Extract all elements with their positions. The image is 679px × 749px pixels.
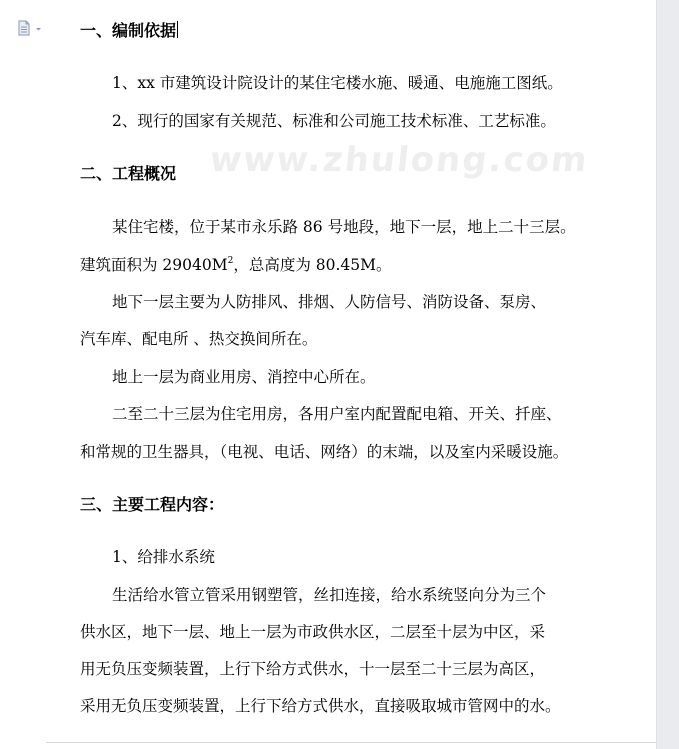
chevron-down-icon <box>36 28 41 31</box>
overview-p2-line2: 汽车库、配电所 、热交换间所在。 <box>80 330 318 348</box>
document-icon[interactable] <box>17 20 45 36</box>
water-p1-line2: 供水区，地下一层、地上一层为市政供水区，二层至十层为中区，采 <box>80 623 546 641</box>
overview-p4-line1: 二至二十三层为住宅用房，各用户室内配置配电箱、开关、扦座、 <box>112 405 562 423</box>
heading-overview: 二、工程概况 <box>80 164 177 183</box>
water-p1-line3: 用无负压变频装置，上行下给方式供水，十一层至二十三层为高区， <box>80 660 546 678</box>
page-bottom-edge <box>46 742 656 743</box>
overview-p1-line2: 建筑面积为 $29040M^2$，总高度为 80.45M。 <box>80 256 392 274</box>
basis-item-1: 1、xx 市建筑设计院设计的某住宅楼水施、暖通、电施施工图纸。 <box>112 74 563 92</box>
document-menu[interactable] <box>17 20 45 36</box>
overview-p3-line1: 地上一层为商业用房、消控中心所在。 <box>112 368 376 386</box>
text-cursor <box>177 21 178 38</box>
water-p1-line4: 采用无负压变频装置，上行下给方式供水，直接吸取城市管网中的水。 <box>80 697 561 715</box>
overview-p1-line1: 某住宅楼，位于某市永乐路 86 号地段，地下一层，地上二十三层。 <box>112 218 576 236</box>
vertical-scrollbar[interactable] <box>656 0 679 749</box>
overview-p4-line2: 和常规的卫生器具，（电视、电话、网络）的末端，以及室内采暖设施。 <box>80 443 569 461</box>
heading-basis: 一、编制依据 <box>80 21 177 40</box>
heading-main-content: 三、主要工程内容： <box>80 495 225 514</box>
watermark: www.zhulong.com <box>207 140 591 180</box>
overview-p2-line1: 地下一层主要为人防排风、排烟、人防信号、消防设备、泵房、 <box>112 293 547 311</box>
subheading-water-system: 1、给排水系统 <box>112 548 215 566</box>
water-p1-line1: 生活给水管立管采用钢塑管，丝扣连接，给水系统竖向分为三个 <box>112 586 547 604</box>
basis-item-2: 2、现行的国家有关规范、标准和公司施工技术标准、工艺标准。 <box>112 112 556 130</box>
area-superscript: 2 <box>227 256 234 266</box>
